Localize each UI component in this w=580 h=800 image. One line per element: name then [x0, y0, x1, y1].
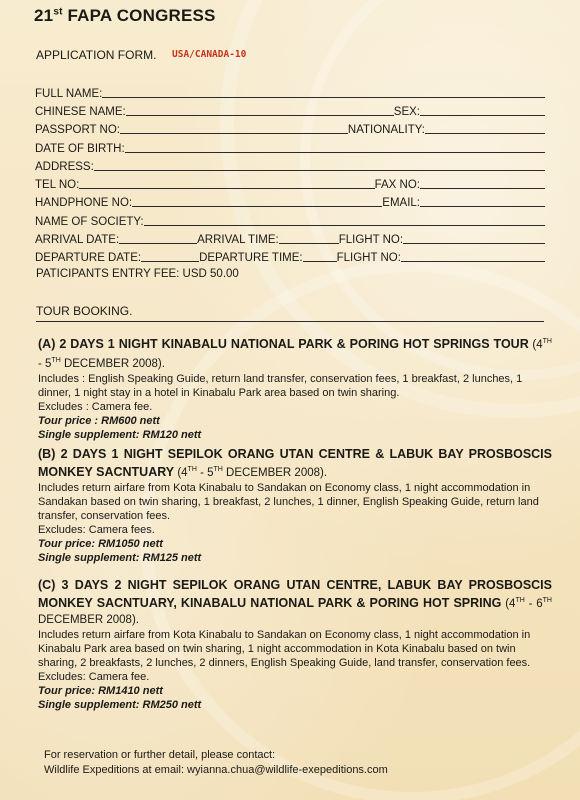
arrival-time-label: ARRIVAL TIME: [197, 234, 279, 246]
tour-price: Tour price : RM600 nett [38, 414, 160, 427]
handphone-no-field[interactable] [132, 196, 382, 207]
row-chinese-name [35, 102, 545, 118]
tour-single-supplement: Single supplement: RM125 nett [38, 551, 202, 564]
society-field[interactable] [144, 215, 545, 226]
sex-label: SEX: [393, 106, 420, 118]
tour-single-supplement: Single supplement: RM250 nett [38, 698, 202, 711]
tour-includes: Includes return airfare from Kota Kinabalu to Sandakan on Economy class, 1 night accommodation in Sandakan based on twin sharing, 1 breakfast, 2 lunches, 1 dinner, English Speaking Guide, return land transfer, conservation fees. [38, 481, 539, 522]
passport-no-label: PASSPORT NO: [35, 124, 120, 136]
row-full-name [35, 84, 545, 100]
tour-option-b [38, 447, 552, 565]
passport-no-field[interactable] [120, 123, 348, 134]
contact-email-line[interactable]: Wildlife Expeditions at email: wyianna.chua@wildlife-exepeditions.com [44, 764, 388, 776]
departure-flight-no-field[interactable] [401, 251, 545, 262]
page-title: 21st FAPA CONGRESS [34, 6, 216, 25]
arrival-time-field[interactable] [279, 233, 339, 244]
tour-excludes: Excludes : Camera fee. [38, 400, 153, 413]
address-field[interactable] [94, 160, 545, 171]
nationality-label: NATIONALITY: [347, 124, 425, 136]
departure-date-field[interactable] [141, 251, 199, 262]
tour-heading: (A) 2 DAYS 1 NIGHT KINABALU NATIONAL PARK & PORING HOT SPRINGS TOUR (4TH - 5TH DECEMBER 2008). [38, 336, 552, 370]
row-date-of-birth [35, 139, 545, 155]
chinese-name-field[interactable] [126, 105, 394, 116]
arrival-date-label: ARRIVAL DATE: [35, 234, 120, 246]
full-name-label: FULL NAME: [35, 88, 103, 100]
row-tel [35, 175, 545, 191]
tour-option-c [38, 578, 552, 712]
chinese-name-label: CHINESE NAME: [35, 106, 126, 118]
tour-price: Tour price: RM1410 nett [38, 684, 163, 697]
sex-field[interactable] [420, 105, 545, 116]
departure-time-field[interactable] [303, 251, 337, 262]
row-departure [35, 248, 545, 264]
contact-line: For reservation or further detail, please contact: [44, 749, 276, 761]
flight-no-label: FLIGHT NO: [338, 234, 404, 246]
entry-fee: PATICIPANTS ENTRY FEE: USD 50.00 [36, 268, 239, 280]
tour-heading: (B) 2 DAYS 1 NIGHT SEPILOK ORANG UTAN CENTRE & LABUK BAY PROSBOSCIS MONKEY SACNTUARY (4TH - 5TH DECEMBER 2008). [38, 447, 552, 479]
nationality-field[interactable] [425, 123, 545, 134]
row-address [35, 157, 545, 173]
fax-no-field[interactable] [420, 178, 545, 189]
address-label: ADDRESS: [35, 161, 94, 173]
email-label: EMAIL: [382, 197, 420, 209]
society-label: NAME OF SOCIETY: [35, 216, 144, 228]
flight-no-label: FLIGHT NO: [336, 252, 401, 264]
arrival-date-field[interactable] [119, 233, 197, 244]
handphone-no-label: HANDPHONE NO: [35, 197, 133, 209]
form-label: APPLICATION FORM. [36, 48, 157, 62]
date-of-birth-label: DATE OF BIRTH: [35, 143, 125, 155]
row-passport [35, 120, 545, 136]
arrival-flight-no-field[interactable] [403, 233, 545, 244]
date-of-birth-field[interactable] [125, 142, 545, 153]
tour-option-a [38, 334, 552, 442]
tour-excludes: Excludes: Camera fee. [38, 670, 150, 683]
email-field[interactable] [420, 196, 545, 207]
row-handphone [35, 193, 545, 209]
fax-no-label: FAX NO: [374, 179, 420, 191]
tel-no-field[interactable] [79, 178, 374, 189]
contact-info [44, 748, 388, 778]
row-society [35, 212, 545, 228]
region-stamp: USA/CANADA-10 [172, 49, 247, 60]
tour-heading: (C) 3 DAYS 2 NIGHT SEPILOK ORANG UTAN CENTRE, LABUK BAY PROSBOSCIS MONKEY SACNTUARY, KINABALU NATIONAL PARK & PORING HOT SPRING (4TH - 6TH DECEMBER 2008). [38, 578, 552, 626]
departure-date-label: DEPARTURE DATE: [35, 252, 142, 264]
tour-includes: Includes return airfare from Kota Kinabalu to Sandakan on Economy class, 1 night accommodation in Kinabalu Park area based on twin sharing, 1 night accommodation in Kota Kinabalu based on twin sharing, 2 breakfasts, 2 lunches, 2 dinners, English Speaking Guide, land transfer, conservation fees. [38, 628, 531, 669]
tour-includes: Includes : English Speaking Guide, return land transfer, conservation fees, 1 breakfast, 2 lunches, 1 dinner, 1 night stay in a hotel in Kinabalu Park area based on twin sharing. [38, 372, 523, 399]
tel-no-label: TEL NO: [35, 179, 80, 191]
tour-single-supplement: Single supplement: RM120 nett [38, 428, 202, 441]
tour-price: Tour price: RM1050 nett [38, 537, 163, 550]
tour-excludes: Excludes: Camera fees. [38, 523, 155, 536]
departure-time-label: DEPARTURE TIME: [199, 252, 303, 264]
tour-booking-heading: TOUR BOOKING. [36, 304, 544, 322]
full-name-field[interactable] [102, 87, 545, 98]
row-arrival [35, 230, 545, 246]
